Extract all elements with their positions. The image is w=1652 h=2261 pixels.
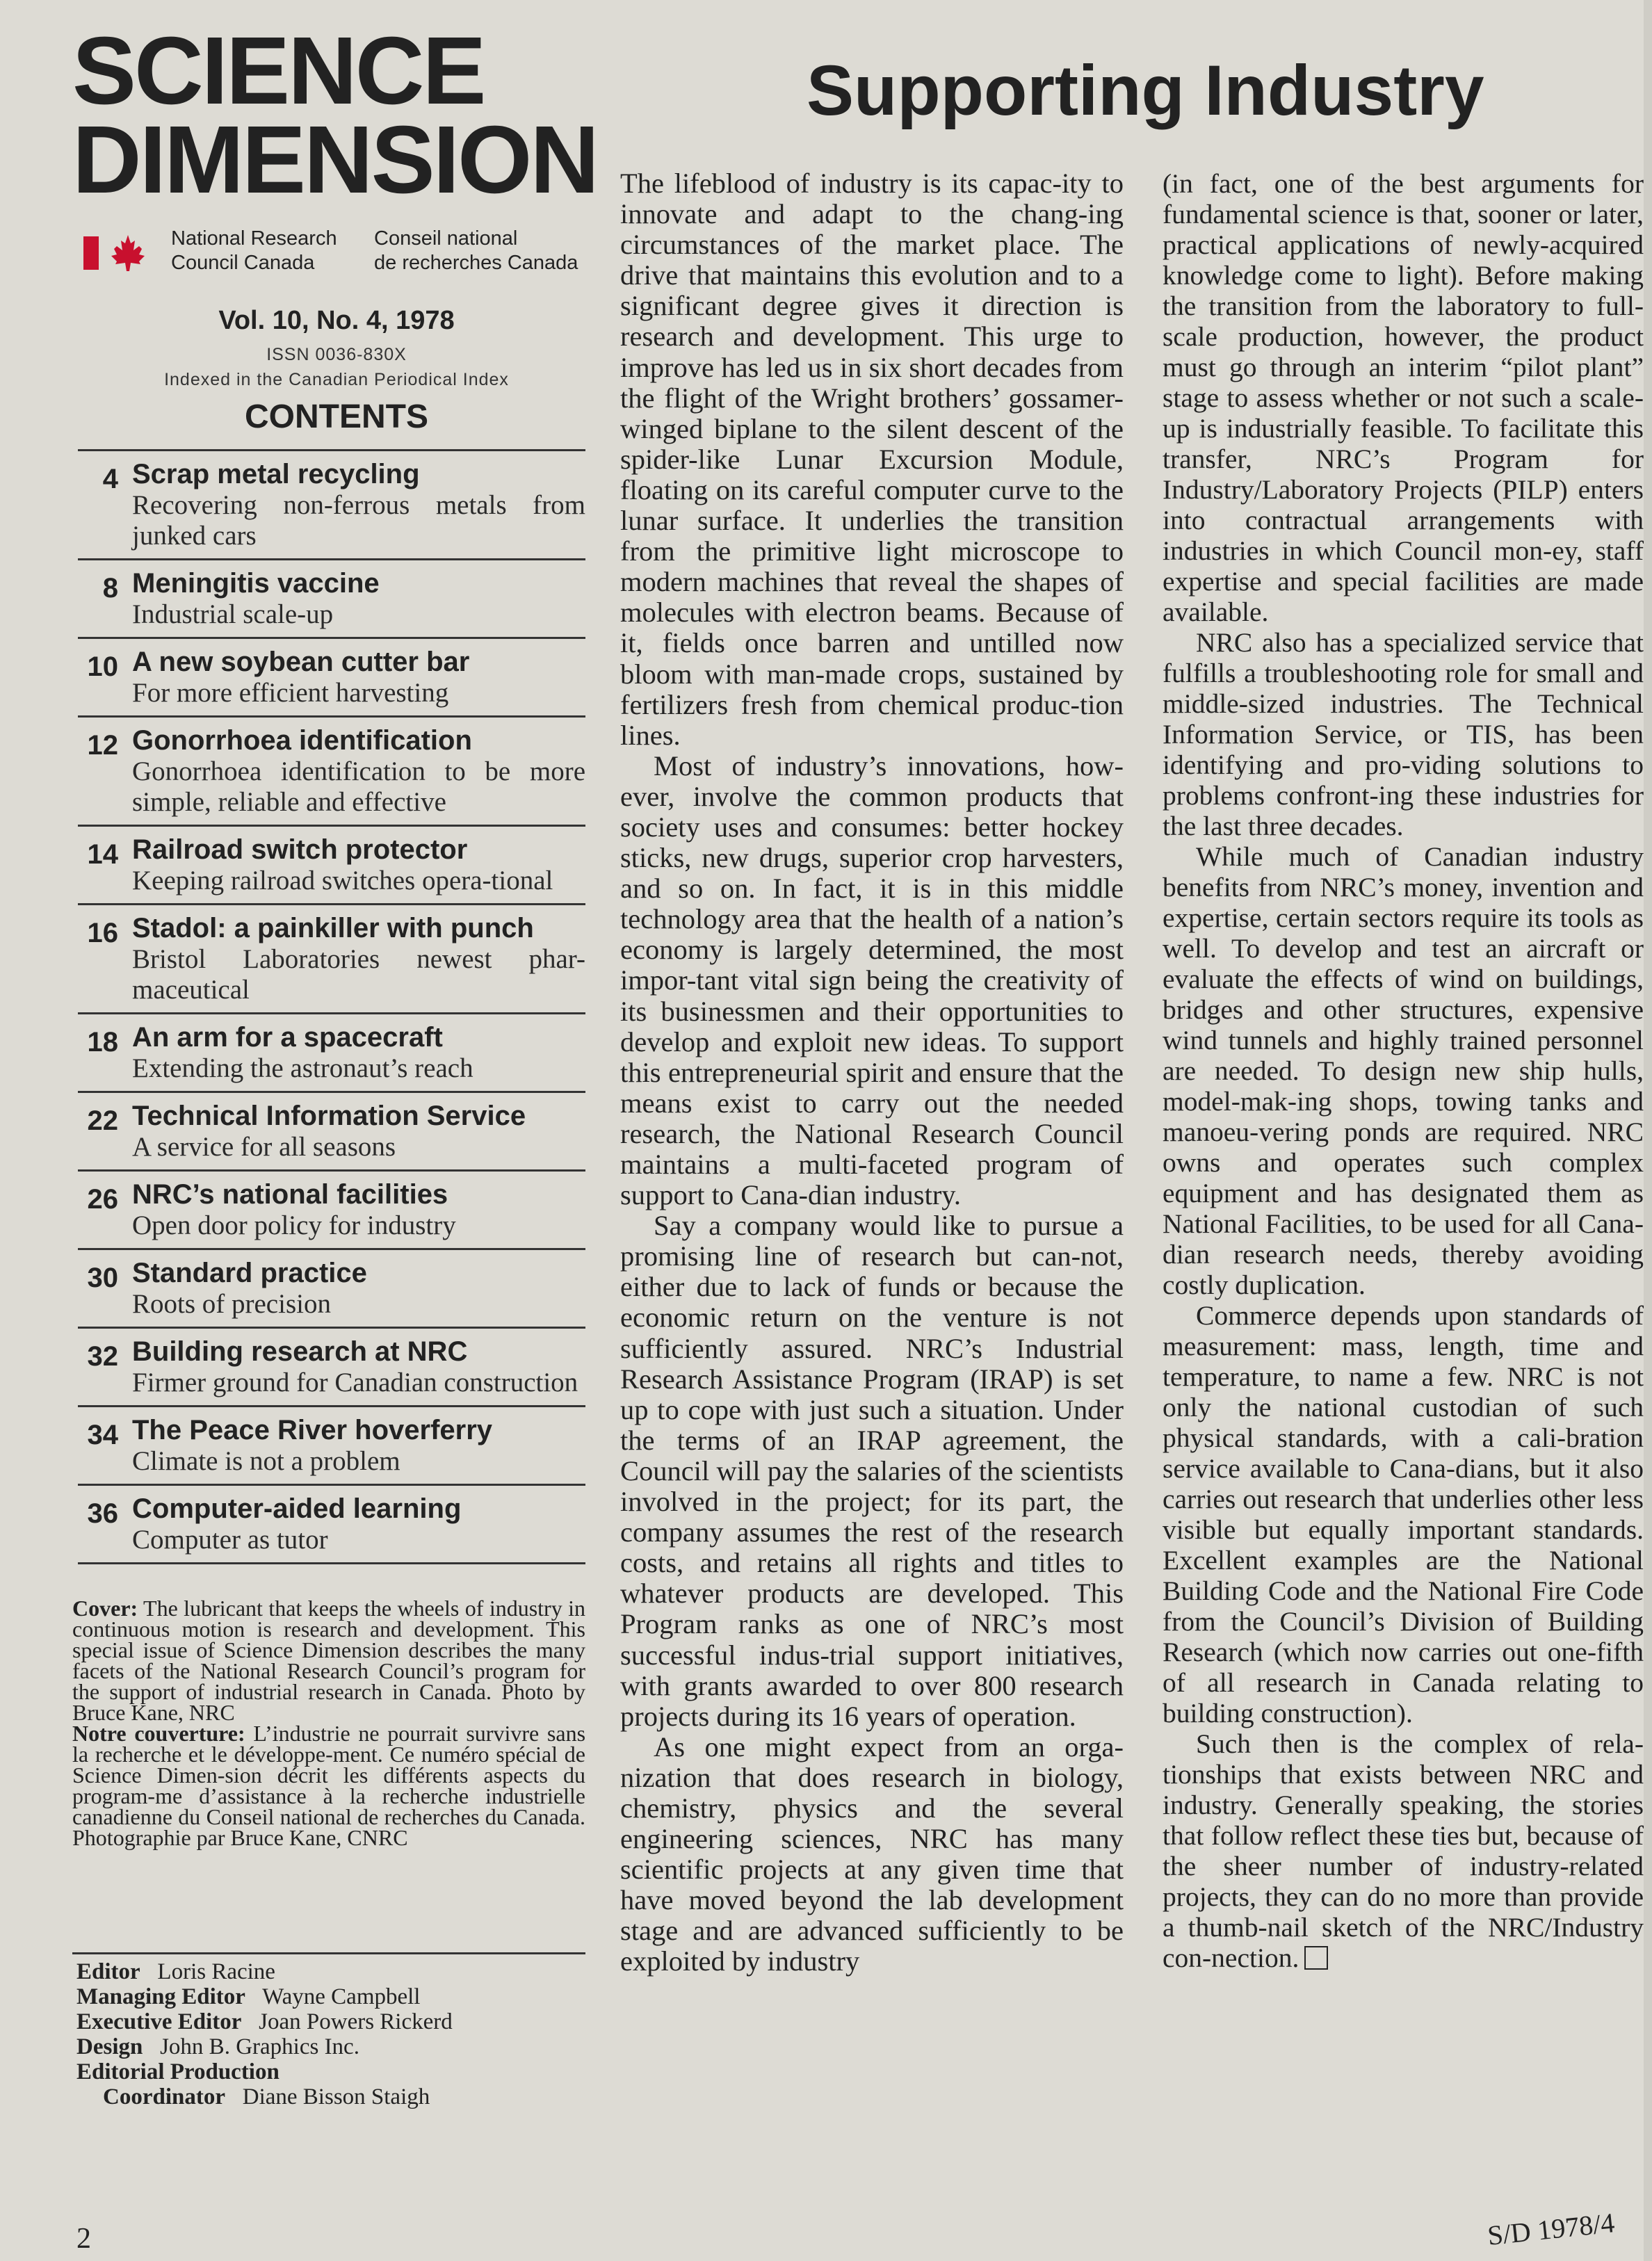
toc-title: Computer-aided learning: [132, 1493, 462, 1524]
toc-item[interactable]: [78, 825, 585, 903]
page-edge-shadow: [1644, 0, 1652, 2261]
article-paragraph: Commerce depends upon standards of measurement: mass, length, time and temperature, to name a few. NRC is not only the national custodian of such physical standards, with a cali-bration service available to Cana-dians, but it also carries out research that underlies other less visible but equally important standards. Excellent examples are the National Building Code and the National Fire Code from the Council’s Division of Building Research (which now carries out one-fifth of all research in Canada relating to building construction).: [1163, 1300, 1644, 1728]
magazine-title: [72, 17, 601, 213]
toc-item[interactable]: [78, 1327, 585, 1405]
toc-item[interactable]: [78, 1248, 585, 1327]
cover-text-french: Notre couverture: L’industrie ne pourrait survivre sans la recherche et le développe-ment. Ce numéro spécial de Science Dimen-sion décrit les différents aspects du program-me d’assistance à la recherche industrielle canadienne du Conseil national de recherches du Canada. Photographie par Bruce Kane, CNRC: [72, 1721, 586, 1850]
nrc-signature: [78, 224, 592, 274]
article-paragraph: The lifeblood of industry is its capac-ity to innovate and adapt to the chang-ing circumstances of the market place. The drive that maintains this evolution and to a significant degree gives it direction is research and development. This urge to improve has led us in six short decades from the flight of the Wright brothers’ gossamer-winged biplane to the silent descent of the spider-like Lunar Excursion Module, floating on its careful computer curve to the lunar surface. It underlies the transition from the primitive light microscope to modern machines that reveal the shapes of molecules with electron beams. Because of it, fields once barren and untilled now bloom with man-made crops, sustained by fertilizers fresh from chemical produc-tion lines.: [620, 168, 1124, 751]
toc-title: Standard practice: [132, 1258, 367, 1288]
toc-subtitle: Keeping railroad switches opera-tional: [132, 866, 553, 896]
toc-title: Building research at NRC: [132, 1336, 468, 1367]
toc-subtitle: Industrial scale-up: [132, 599, 334, 629]
toc-subtitle: Roots of precision: [132, 1289, 331, 1319]
canada-flag-icon: [83, 234, 147, 273]
toc-page-number: 12: [87, 730, 118, 761]
issn-line: ISSN 0036-830X: [266, 345, 407, 364]
toc-subtitle: Climate is not a problem: [132, 1446, 400, 1476]
toc-title: A new soybean cutter bar: [132, 647, 470, 677]
toc-subtitle: For more efficient harvesting: [132, 678, 449, 708]
toc-title: Scrap metal recycling: [132, 459, 420, 489]
magazine-title-line1: SCIENCE: [72, 17, 485, 124]
cover-text-english: Cover: The lubricant that keeps the wheels of industry in continuous motion is research and development. This special issue of Science Dimension describes the many facets of the National Research Council’s program for the support of industrial research in Canada. Photo by Bruce Kane, NRC: [72, 1596, 586, 1725]
end-mark-icon: [1304, 1946, 1328, 1970]
toc-item[interactable]: [78, 1169, 585, 1248]
nrc-name-french: Conseil national de recherches Canada: [374, 227, 578, 274]
issue-code: S/D 1978/4: [1486, 2207, 1617, 2252]
contents-heading: CONTENTS: [245, 398, 428, 435]
toc-subtitle: Firmer ground for Canadian construction: [132, 1368, 578, 1397]
article-paragraph: As one might expect from an orga-nization that does research in biology, chemistry, physics and the several engineering sciences, NRC has many scientific projects at any given time that have moved beyond the lab development stage and are advanced sufficiently to be exploited by industry: [620, 1731, 1124, 1977]
volume-line: Vol. 10, No. 4, 1978: [218, 306, 455, 335]
article-title: Supporting Industry: [807, 51, 1484, 130]
article-paragraph: NRC also has a specialized service that fulfills a troubleshooting role for small and middle-sized industries. The Technical Information Service, or TIS, has been identifying and pro-viding solutions to problems confront-ing these industries for the last three decades.: [1163, 627, 1644, 841]
article-column-2: [1163, 168, 1644, 1973]
toc-title: Meningitis vaccine: [132, 568, 380, 599]
toc-item[interactable]: [78, 558, 585, 637]
toc-title: An arm for a spacecraft: [132, 1022, 443, 1053]
toc-item[interactable]: [78, 903, 585, 1012]
toc-title: Railroad switch protector: [132, 834, 468, 865]
toc-page-number: 26: [87, 1184, 118, 1215]
staff-managing-editor: Managing Editor Wayne Campbell: [76, 1984, 421, 2009]
article-paragraph: Most of industry’s innovations, how-ever, involve the common products that society uses and consumes: better hockey sticks, new drugs, superior crop harvesters, and so on. In fact, it is in this middle technology area that the health of a nation’s economy is largely determined, the most impor-tant vital sign being the creativity of its businessmen and their opportunities to develop and exploit new ideas. To support this entrepreneurial spirit and ensure that the means exist to carry out the needed research, the National Research Council maintains a multi-faceted program of support to Cana-dian industry.: [620, 749, 1124, 1211]
toc-subtitle: Extending the astronaut’s reach: [132, 1053, 473, 1083]
magazine-title-line2: DIMENSION: [72, 106, 598, 213]
toc-title: The Peace River hoverferry: [132, 1415, 493, 1445]
toc-title: Gonorrhoea identification: [132, 725, 472, 756]
toc-item[interactable]: [78, 1484, 585, 1564]
toc-page-number: 22: [87, 1105, 118, 1136]
toc-page-number: 18: [87, 1027, 118, 1057]
staff-production: Editorial Production: [76, 2059, 280, 2084]
toc-subtitle: Bristol Laboratories newest phar-maceutical: [132, 944, 585, 1005]
staff-executive-editor: Executive Editor Joan Powers Rickerd: [76, 2009, 453, 2034]
toc-subtitle: Gonorrhoea identification to be more simple, reliable and effective: [132, 756, 585, 817]
staff-editor: Editor Loris Racine: [76, 1959, 275, 1984]
toc-item[interactable]: [78, 449, 585, 558]
toc-page-number: 34: [87, 1420, 118, 1450]
toc-item[interactable]: [78, 1012, 585, 1091]
toc-page-number: 10: [87, 651, 118, 682]
staff-design: Design John B. Graphics Inc.: [76, 2034, 359, 2059]
article-paragraph: (in fact, one of the best arguments for fundamental science is that, sooner or later, practical applications of newly-acquired knowledge come to light). Before making the transition from the laboratory to full-scale production, however, the product must go through an interim “pilot plant” stage to assess whether or not such a scale-up is industrially feasible. To facilitate this transfer, NRC’s Program for Industry/Laboratory Projects (PILP) enters into contractual arrangements with industries in which Council mon-ey, staff expertise and special facilities are made available.: [1163, 168, 1644, 627]
toc-page-number: 14: [87, 839, 118, 870]
masthead-divider: [72, 1952, 585, 1954]
article-paragraph-last: Such then is the complex of rela-tionships that exists between NRC and industry. Generally speaking, the stories that follow reflect these ties but, because of the sheer number of industry-related projects, they can do no more than provide a thumb-nail sketch of the NRC/Industry con-nection.: [1163, 1728, 1644, 1973]
nrc-name-english: National Research Council Canada: [171, 227, 337, 274]
toc-subtitle: Recovering non-ferrous metals from junked cars: [132, 490, 585, 551]
toc-item[interactable]: [78, 1405, 585, 1484]
toc-page-number: 8: [102, 573, 118, 603]
editorial-staff: [76, 1959, 590, 2109]
index-line: Indexed in the Canadian Periodical Index: [164, 370, 509, 389]
toc-title: NRC’s national facilities: [132, 1179, 448, 1210]
article-column-1: [620, 168, 1124, 1977]
contents-list: [78, 449, 585, 1564]
staff-coordinator: Coordinator Diane Bisson Staigh: [103, 2084, 430, 2109]
toc-page-number: 36: [87, 1498, 118, 1529]
toc-subtitle: Open door policy for industry: [132, 1210, 456, 1240]
cover-description: [72, 1598, 585, 1848]
article-paragraph: While much of Canadian industry benefits from NRC’s money, invention and expertise, certain sectors require its tools as well. To develop and test an aircraft or evaluate the effects of wind on buildings, bridges and other structures, expensive wind tunnels and highly trained personnel are needed. To design new ship hulls, model-mak-ing shops, towing tanks and manoeu-vering ponds are required. NRC owns and operates such complex equipment and has designated them as National Facilities, to be used for all Cana-dian research needs, thereby avoiding costly duplication.: [1163, 841, 1644, 1300]
toc-subtitle: A service for all seasons: [132, 1132, 396, 1162]
article-paragraph: Say a company would like to pursue a promising line of research but can-not, either due to lack of funds or because the economic return on the venture is not sufficiently assured. NRC’s Industrial Research Assistance Program (IRAP) is set up to cope with just such a situation. Under the terms of an IRAP agreement, the Council will pay the salaries of the scientists involved in the project; for its part, the company assumes the rest of the research costs, and retains all rights and titles to whatever products are developed. This Program ranks as one of NRC’s most successful indus-trial support initiatives, with grants awarded to over 800 research projects during its 16 years of operation.: [620, 1210, 1124, 1732]
toc-page-number: 4: [102, 464, 118, 494]
page-number: 2: [76, 2223, 91, 2255]
toc-item[interactable]: [78, 1091, 585, 1169]
toc-title: Technical Information Service: [132, 1101, 526, 1131]
toc-title: Stadol: a painkiller with punch: [132, 913, 534, 943]
toc-page-number: 16: [87, 918, 118, 948]
toc-page-number: 30: [87, 1263, 118, 1293]
toc-page-number: 32: [87, 1341, 118, 1372]
toc-item[interactable]: [78, 715, 585, 825]
toc-item[interactable]: [78, 637, 585, 715]
toc-subtitle: Computer as tutor: [132, 1525, 328, 1555]
